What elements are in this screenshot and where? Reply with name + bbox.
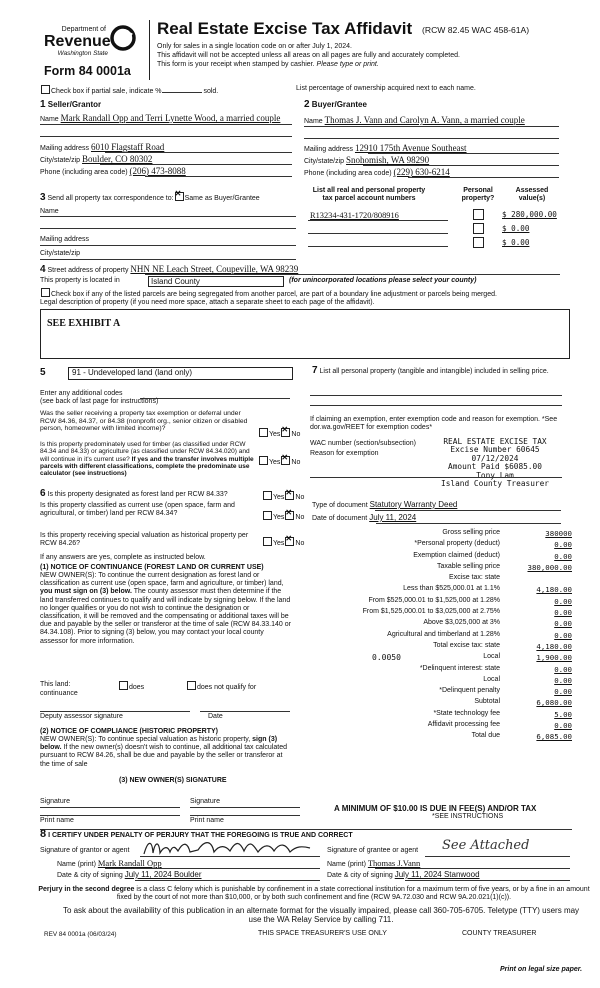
sec6-q2-answer: Yes✕ No [262, 511, 304, 522]
subtitle-2: This affidavit will not be accepted unless all areas on all pages are fully and accurately completed. [157, 52, 460, 59]
tax-row [312, 642, 572, 653]
grantee-signature-label: Signature of grantee or agent [327, 847, 419, 854]
grantor-date-row: Date & city of signing July 11, 2024 Boulder [57, 870, 202, 879]
sec3-mail-line [40, 245, 296, 246]
segregate-row: Check box if any of the listed parcels are being segregated from another parcel, are part of a boundary line adjustment or parcels being merged. [40, 288, 497, 299]
seller-mail-line [105, 152, 292, 153]
owner-print-line-1[interactable] [40, 815, 180, 816]
doc-type-line [375, 510, 561, 511]
notice2-text: NEW OWNER(S): To continue special valuation as historic property, sign (3) below. If the new owner(s) doesn't wish to continue, all additional tax calculated pursuant to RCW 84.26, shall be due and payable by the seller or transferor at the time of sale [40, 736, 287, 768]
stamp-line-2: Excise Number 60645 [450, 445, 540, 455]
tax-label: Exemption claimed (deduct) [413, 551, 500, 559]
personal-header: Personal property? [461, 187, 495, 203]
perjury-note: Perjury in the second degree is a class C felony which is punishable by confinement in a state correctional institution for a maximum term of five years, or by a fine in an amount fixed by the court of not more than $10,000, or by both such confinement and fine (RCW 9A.72.030 and RCW 9A.20.021(1)(c)). [38, 886, 590, 902]
notice1-heading: (1) NOTICE OF CONTINUANCE (FOREST LAND OR CURRENT USE) [40, 564, 264, 571]
sec6-q3-no-checkbox[interactable] [285, 537, 294, 546]
tax-value: 0.00 [554, 687, 572, 697]
segregate-checkbox[interactable] [41, 288, 50, 297]
grantor-name-row: Name (print) Mark Randall Opp [57, 858, 162, 868]
buyer-name-row: Name Thomas J. Vann and Carolyn A. Vann, a married couple [304, 115, 525, 125]
tax-value: 0.00 [554, 630, 572, 640]
tax-row [312, 597, 572, 608]
personal-checkbox-1[interactable] [473, 209, 484, 220]
tax-label: Total due [471, 732, 500, 740]
owner-signature-label-1: Signature [40, 798, 70, 805]
seller-mail-row: Mailing address 6010 Flagstaff Road [40, 142, 165, 152]
form-rcw: (RCW 82.45 WAC 458-61A) [422, 25, 530, 35]
sec4-address-row: 4 Street address of property NHN NE Leach Street, Coupeville, WA 98239 [40, 264, 299, 275]
deputy-signature-line[interactable] [40, 711, 190, 712]
revenue-logo [44, 26, 118, 58]
tax-value: 0.00 [554, 608, 572, 618]
tax-table [312, 529, 572, 744]
this-land-label: This land: [40, 681, 71, 688]
buyer-phone-line [408, 177, 559, 178]
tax-row [312, 687, 572, 698]
sec3-name-line-2 [40, 228, 296, 229]
tax-value: 380000 [545, 529, 572, 538]
tax-value: 0.00 [554, 540, 572, 550]
tax-value: 0.00 [554, 619, 572, 629]
personal-checkbox-2[interactable] [473, 223, 484, 234]
tax-value: 0.00 [554, 675, 572, 685]
seller-name-line [40, 124, 292, 125]
owner-signature-label-2: Signature [190, 798, 220, 805]
notice2-heading: (2) NOTICE OF COMPLIANCE (HISTORIC PROPERTY) [40, 728, 218, 735]
tax-value: 0.00 [554, 664, 572, 674]
sec3-heading: 3 Send all property tax correspondence to:✕ Same as Buyer/Grantee [40, 192, 260, 203]
property-address: NHN NE Leach Street, Coupeville, WA 98239 [130, 264, 299, 274]
tax-value: 4,180.00 [536, 641, 572, 651]
legal-description-box[interactable] [40, 309, 570, 359]
grantor-signature-label: Signature of grantor or agent [40, 847, 130, 854]
sec5-q2-no-checkbox[interactable] [281, 456, 290, 465]
seller-phone: (206) 473-8088 [129, 166, 186, 176]
subtitle-1: Only for sales in a single location code on or after July 1, 2024. [157, 43, 352, 50]
reason-line[interactable] [310, 477, 562, 478]
deputy-signature-label: Deputy assessor signature [40, 713, 123, 720]
county-note: (for unincorporated locations please select your county) [289, 277, 477, 284]
sec5-q1-yes-checkbox[interactable] [259, 428, 268, 437]
tax-row [312, 585, 572, 596]
parcel-number-1: R13234-431-1720/808916 [310, 211, 399, 220]
parcel-line-1 [308, 220, 448, 221]
tax-row [312, 653, 572, 664]
buyer-city-line [363, 165, 559, 166]
tax-value: 0.00 [554, 551, 572, 561]
tax-row [312, 732, 572, 743]
reason-label: Reason for exemption [310, 450, 379, 457]
tax-label: From $525,000.01 to $1,525,000 at 1.28% [368, 596, 500, 604]
header-divider [149, 20, 150, 80]
county-treasurer: COUNTY TREASURER [462, 930, 537, 937]
see-instructions: *SEE INSTRUCTIONS [432, 813, 504, 820]
sec6-q3-yes-checkbox[interactable] [263, 537, 272, 546]
sec3-name-label: Name [40, 208, 59, 215]
sec5-q1-answer: Yes✕ No [258, 428, 300, 439]
tax-label: Local [483, 653, 500, 661]
doc-date-row: Date of document July 11, 2024 [312, 513, 417, 522]
grantor-date-line [135, 880, 320, 881]
grantee-date-row: Date & city of signing July 11, 2024 Stanwood [327, 870, 480, 879]
partial-sale-checkbox[interactable] [41, 85, 50, 94]
tax-row [312, 574, 572, 585]
same-as-buyer-checkbox[interactable] [175, 192, 184, 201]
parcels-header: List all real and personal property tax parcel account numbers [312, 187, 426, 203]
form-number: Form 84 0001a [44, 64, 131, 78]
assessed-header: Assessed value(s) [515, 187, 549, 203]
tax-row [312, 710, 572, 721]
grantee-name: Thomas J.Vann [367, 858, 421, 868]
seller-phone-row: Phone (including area code) (206) 473-8088 [40, 166, 186, 176]
additional-codes-label: Enter any additional codes [40, 390, 123, 397]
seller-phone-line [145, 176, 292, 177]
legal-description: SEE EXHIBIT A [47, 318, 121, 329]
tax-row [312, 665, 572, 676]
sec3-city-line [40, 259, 296, 260]
tax-label: *State technology fee [433, 709, 500, 717]
tax-label: Less than $525,000.01 at 1.1% [403, 585, 500, 593]
buyer-phone: (229) 630-6214 [393, 167, 450, 177]
tax-label: Excise tax: state [449, 574, 500, 582]
revenue-wordmark: Revenue [44, 33, 111, 51]
grantee-signature-line[interactable] [425, 856, 570, 857]
assessed-value-1: $ 280,000.00 [502, 210, 557, 219]
does-checkbox[interactable] [119, 681, 128, 690]
county-select[interactable]: Island County [148, 276, 284, 287]
deputy-date-line[interactable] [200, 711, 290, 712]
doc-date: July 11, 2024 [369, 513, 417, 522]
exemption-note: If claiming an exemption, enter exemption code and reason for exemption. *See dor.wa.gov/REET for exemption codes* [310, 416, 558, 432]
local-rate: 0.0050 [372, 653, 401, 663]
buyer-phone-row: Phone (including area code) (229) 630-6214 [304, 167, 450, 177]
tax-label: Above $3,025,000 at 3% [423, 619, 500, 627]
tax-row [312, 676, 572, 687]
tax-label: Gross selling price [442, 529, 500, 536]
stamp-line-3: 07/12/2024 [471, 453, 519, 463]
tax-row [312, 608, 572, 619]
stamp-line-1: REAL ESTATE EXCISE TAX [443, 437, 547, 446]
seller-name-line-2 [40, 136, 292, 137]
partial-sale: Check box if partial sale, indicate % sold. [40, 85, 218, 96]
subtitle-3: This form is your receipt when stamped by cashier. Please type or print. [157, 61, 379, 68]
tax-label: *Personal property (deduct) [414, 540, 500, 548]
tax-label: Total excise tax: state [433, 641, 500, 649]
new-owner-signature-heading: (3) NEW OWNER(S) SIGNATURE [119, 777, 227, 784]
tax-label: Taxable selling price [436, 562, 500, 570]
tax-row [312, 698, 572, 709]
tax-value: 380,000.00 [527, 562, 572, 572]
tax-label: Subtotal [474, 698, 500, 706]
sec6-question-3: Is this property receiving special valuation as historical property per RCW 84.26? [40, 532, 249, 548]
tax-value: 6,080.00 [536, 698, 572, 708]
doc-date-line [376, 523, 561, 524]
sec5-q2-answer: Yes✕ No [258, 456, 300, 467]
certify-heading: 8 I CERTIFY UNDER PENALTY OF PERJURY THAT THE FOREGOING IS TRUE AND CORRECT [40, 828, 353, 840]
see-last-page: (see back of last page for instructions) [40, 398, 159, 405]
tax-row [312, 619, 572, 630]
tax-row [312, 631, 572, 642]
does-option: does [118, 681, 144, 692]
does-not-option: does not qualify for [186, 681, 256, 692]
sec5-q2-yes-checkbox[interactable] [259, 456, 268, 465]
treasurer-use-only: THIS SPACE TREASURER'S USE ONLY [258, 930, 387, 937]
sec5-question-2: Is this property predominately used for timber (as classified under RCW 84.34 and 84.33) or agriculture (as classified under RCW 84.34.020) and will continue in it's current use? If yes and the transfer involves multiple parcels with different classifications, complete the predominate use calculator (see instructions) [40, 441, 254, 478]
doc-type-row: Type of document Statutory Warranty Deed [312, 500, 458, 509]
stamp-line-4: Amount Paid $6085.00 [448, 462, 542, 472]
buyer-heading: 2 Buyer/Grantee [304, 99, 367, 110]
sec6-question-2: Is this property classified as current use (open space, farm and agricultural, or timber) land per RCW 84.34? [40, 502, 235, 518]
stamp-line-5: Tony Lam [476, 470, 514, 480]
sec6-q2-no-checkbox[interactable] [285, 511, 294, 520]
sec3-city-label: City/state/zip [40, 250, 81, 257]
tax-row [312, 540, 572, 551]
owner-print-line-2[interactable] [190, 815, 300, 816]
continuance-label: continuance [40, 690, 78, 697]
sec6-answers-note: If any answers are yes, complete as instructed below. [40, 554, 206, 561]
seller-city-line [100, 164, 292, 165]
buyer-city: Snohomish, WA 98290 [346, 155, 430, 165]
buyer-name-line [304, 126, 559, 127]
buyer-mail-line [368, 153, 559, 154]
owner-print-label-2: Print name [190, 817, 224, 824]
tax-row [312, 721, 572, 732]
grantor-signature-line[interactable] [140, 856, 320, 857]
parcel-line-2 [308, 233, 448, 234]
tax-row [312, 563, 572, 574]
deputy-date-label: Date [208, 713, 223, 720]
seller-city-row: City/state/zip Boulder, CO 80302 [40, 154, 153, 164]
tax-label: Agricultural and timberland at 1.28% [387, 630, 500, 638]
assessed-value-2: $ 0.00 [502, 224, 530, 233]
sec5-num: 5 [40, 367, 46, 378]
treasurer-stamp [436, 438, 554, 488]
grantee-name-line [375, 868, 570, 869]
notice1-text: NEW OWNER(S): To continue the current designation as forest land or classification as current use (open space, farm and agriculture, or timber) land, you must sign on (3) below. The county assessor must then determine if the land transferred continues to qualify and will indicate by signing below. If the land no longer qualifies or you do not wish to continue the designation or classification, it will be removed and the compensating or additional taxes will be due and payable by the seller or transferor at the time of sale (RCW 84.33.140 or 84.34.108). Prior to signing (3) below, you may contact your local county assessor for more information. [40, 572, 291, 645]
tax-label: Affidavit processing fee [427, 721, 500, 729]
seller-city: Boulder, CO 80302 [82, 154, 153, 164]
sec6-question-1: 6 Is this property designated as forest land per RCW 84.33? [40, 488, 228, 499]
buyer-mail: 12910 175th Avenue Southeast [354, 143, 467, 153]
grantee-date: July 11, 2024 Stanwood [394, 870, 480, 879]
county-label: This property is located in [40, 277, 120, 284]
sec5-q1-no-checkbox[interactable] [281, 428, 290, 437]
sec3-name-line [40, 216, 296, 217]
tax-value: 1,900.00 [536, 653, 572, 663]
tax-row [312, 529, 572, 540]
tax-value: 6,085.00 [536, 732, 572, 742]
property-address-line [145, 274, 560, 275]
sec7-heading: 7 List all personal property (tangible and intangible) included in selling price. [312, 365, 549, 376]
parcel-line-3 [308, 246, 448, 247]
personal-property-line-2[interactable] [310, 405, 562, 406]
see-attached-note: See Attached [442, 838, 530, 853]
additional-codes-line[interactable] [140, 398, 290, 399]
sec6-q1-yes-checkbox[interactable] [263, 491, 272, 500]
tax-label: From $1,525,000.01 to $3,025,000 at 2.75% [362, 608, 500, 616]
owner-signature-line-2[interactable] [190, 807, 300, 808]
stamp-line-6: Island County Treasurer [441, 479, 549, 489]
grantor-name-line [105, 868, 320, 869]
doc-type: Statutory Warranty Deed [369, 500, 458, 509]
sec6-q2-yes-checkbox[interactable] [263, 511, 272, 520]
buyer-mail-row: Mailing address 12910 175th Avenue Southeast [304, 143, 467, 153]
personal-checkbox-3[interactable] [473, 237, 484, 248]
tax-label: *Delinquent interest: state [419, 664, 500, 672]
personal-property-line-1[interactable] [310, 395, 562, 396]
ownership-note: List percentage of ownership acquired next to each name. [296, 85, 476, 92]
owner-print-label-1: Print name [40, 817, 74, 824]
grantee-name-row: Name (print) Thomas J.Vann [327, 858, 421, 868]
tax-value: 0.00 [554, 596, 572, 606]
seller-heading: 1 Seller/Grantor [40, 99, 102, 110]
tax-label: Local [483, 675, 500, 683]
seller-mail: 6010 Flagstaff Road [90, 142, 165, 152]
sec6-q3-answer: Yes✕ No [262, 537, 304, 548]
form-revision: REV 84 0001a (06/03/24) [44, 931, 117, 938]
tax-row [312, 552, 572, 563]
sec3-mail-label: Mailing address [40, 236, 90, 243]
tax-value: 0.00 [554, 721, 572, 731]
state-label: Washington State [57, 50, 108, 58]
grantor-name: Mark Randall Opp [97, 858, 162, 868]
form-title: Real Estate Excise Tax Affidavit [157, 19, 413, 38]
land-use-code-select[interactable]: 91 - Undeveloped land (land only) [68, 367, 293, 380]
revenue-swirl-icon [110, 25, 136, 51]
sec5-question-1: Was the seller receiving a property tax exemption or deferral under RCW 84.36, 84.37, or 84.38 (nonprofit org., senior citizen or disabled person, homeowner with limited income)? [40, 410, 248, 433]
grantor-date: July 11, 2024 Boulder [124, 870, 202, 879]
sec6-q1-answer: Yes✕ No [262, 491, 304, 502]
legal-label: Legal description of property (if you need more space, attach a separate sheet to each page of the affidavit). [40, 299, 375, 306]
assessed-value-3: $ 0.00 [502, 238, 530, 247]
does-not-checkbox[interactable] [187, 681, 196, 690]
owner-signature-line-1[interactable] [40, 807, 180, 808]
minimum-due-note: A MINIMUM OF $10.00 IS DUE IN FEE(S) AND/OR TAX [334, 804, 537, 813]
grantee-date-line [405, 880, 570, 881]
buyer-name: Thomas J. Vann and Carolyn A. Vann, a married couple [324, 115, 525, 125]
tax-label: *Delinquent penalty [439, 687, 500, 695]
tax-value: 4,180.00 [536, 585, 572, 595]
alt-format-note: To ask about the availability of this publication in an alternate format for the visually impaired, please call 360-705-6705. Teletype (TTY) users may use the WA Relay Service by calling 711. [62, 906, 580, 925]
dept-label: Department of [61, 26, 106, 33]
buyer-name-line-2 [304, 138, 559, 139]
tax-value: 5.00 [554, 709, 572, 719]
seller-name-row: Name Mark Randall Opp and Terri Lynette Wood, a married couple [40, 113, 281, 123]
legal-size-note: Print on legal size paper. [500, 966, 583, 973]
wac-label: WAC number (section/subsection) [310, 440, 416, 447]
buyer-city-row: City/state/zip Snohomish, WA 98290 [304, 155, 430, 165]
seller-name: Mark Randall Opp and Terri Lynette Wood, a married couple [60, 113, 281, 123]
sec6-q1-no-checkbox[interactable] [285, 491, 294, 500]
